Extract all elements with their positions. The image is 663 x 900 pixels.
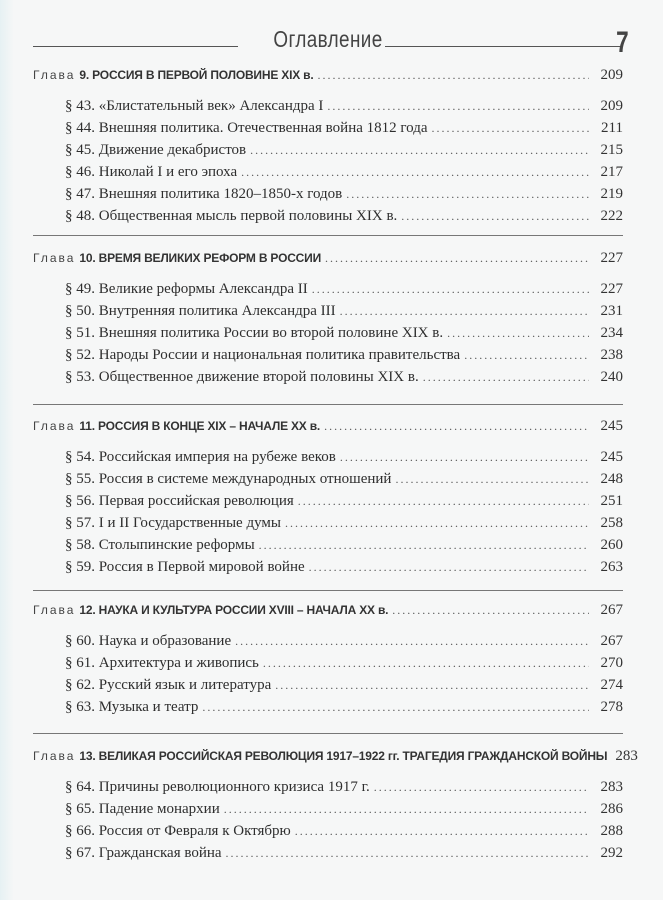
dot-leader	[392, 603, 589, 618]
dot-leader	[374, 780, 589, 795]
section-title: § 62. Русский язык и литература	[65, 677, 272, 693]
section-title: § 54. Российская империя на рубеже веков	[65, 449, 336, 465]
section-entry[interactable]	[33, 823, 623, 845]
section-entry[interactable]	[33, 471, 623, 493]
section-entry[interactable]	[33, 559, 623, 581]
chapter-entry[interactable]	[33, 601, 623, 623]
dot-leader	[325, 251, 589, 266]
dot-leader	[275, 678, 589, 693]
section-entry[interactable]	[33, 164, 623, 186]
dot-leader	[395, 472, 589, 487]
section-title: § 47. Внешняя политика 1820–1850-х годов	[65, 186, 343, 202]
chapter-divider	[33, 590, 623, 591]
dot-leader	[235, 634, 589, 649]
section-title: § 61. Архитектура и живопись	[65, 655, 259, 671]
section-page: 211	[601, 120, 623, 136]
section-page: 270	[600, 655, 623, 671]
section-title: § 67. Гражданская война	[65, 845, 222, 861]
section-title: § 45. Движение декабристов	[65, 142, 247, 158]
chapter-label: Глава	[33, 749, 76, 763]
section-entry[interactable]	[33, 369, 623, 391]
chapter-divider	[33, 733, 623, 734]
chapter-label: Глава	[33, 251, 76, 265]
chapter-entry[interactable]	[33, 249, 623, 271]
dot-leader	[309, 560, 589, 575]
section-entry[interactable]	[33, 186, 623, 208]
dot-leader	[423, 370, 589, 385]
dot-leader	[346, 187, 589, 202]
section-title: § 52. Народы России и национальная политика правительства	[65, 347, 461, 363]
section-entry[interactable]	[33, 699, 623, 721]
section-entry[interactable]	[33, 845, 623, 867]
page-edge	[0, 0, 14, 900]
section-page: 238	[600, 347, 623, 363]
section-page: 292	[600, 845, 623, 861]
section-entry[interactable]	[33, 655, 623, 677]
chapter-title: 12. НАУКА И КУЛЬТУРА РОССИИ XVIII – НАЧАЛА XX в.	[79, 603, 389, 617]
section-title: § 43. «Блистательный век» Александра I	[65, 98, 324, 114]
section-entry[interactable]	[33, 325, 623, 347]
section-page: 222	[600, 208, 623, 224]
section-page: 227	[600, 281, 623, 297]
page-title: Оглавление	[273, 26, 383, 52]
section-page: 215	[600, 142, 623, 158]
section-title: § 49. Великие реформы Александра II	[65, 281, 308, 297]
dot-leader	[250, 143, 589, 158]
section-entry[interactable]	[33, 142, 623, 164]
section-title: § 48. Общественная мысль первой половины XIX в.	[65, 208, 398, 224]
section-title: § 51. Внешняя политика России во второй половине XIX в.	[65, 325, 444, 341]
section-title: § 55. Россия в системе международных отношений	[65, 471, 392, 487]
header-rule-right	[385, 46, 623, 47]
page-number: 7	[616, 26, 629, 59]
dot-leader	[312, 282, 589, 297]
dot-leader	[224, 802, 589, 817]
section-title: § 58. Столыпинские реформы	[65, 537, 255, 553]
section-page: 251	[600, 493, 623, 509]
chapter-group	[33, 747, 638, 867]
section-entry[interactable]	[33, 281, 623, 303]
dot-leader	[340, 304, 589, 319]
section-title: § 44. Внешняя политика. Отечественная война 1812 года	[65, 120, 428, 136]
chapter-page: 245	[600, 418, 623, 434]
page-header	[33, 24, 623, 58]
section-page: 267	[600, 633, 623, 649]
section-page: 274	[600, 677, 623, 693]
section-title: § 59. Россия в Первой мировой войне	[65, 559, 305, 575]
chapter-group	[33, 417, 623, 581]
section-entry[interactable]	[33, 449, 623, 471]
section-title: § 56. Первая российская революция	[65, 493, 294, 509]
chapter-title: 9. РОССИЯ В ПЕРВОЙ ПОЛОВИНЕ XIX в.	[79, 68, 314, 82]
dot-leader	[340, 450, 589, 465]
section-entry[interactable]	[33, 98, 623, 120]
dot-leader	[298, 494, 589, 509]
section-title: § 57. I и II Государственные думы	[65, 515, 281, 531]
section-page: 286	[600, 801, 623, 817]
section-entry[interactable]	[33, 801, 623, 823]
section-title: § 64. Причины революционного кризиса 1917 г.	[65, 779, 370, 795]
section-title: § 63. Музыка и театр	[65, 699, 199, 715]
section-page: 209	[600, 98, 623, 114]
section-page: 217	[600, 164, 623, 180]
section-entry[interactable]	[33, 633, 623, 655]
section-title: § 60. Наука и образование	[65, 633, 232, 649]
section-page: 248	[600, 471, 623, 487]
dot-leader	[327, 99, 589, 114]
section-entry[interactable]	[33, 537, 623, 559]
section-entry[interactable]	[33, 303, 623, 325]
section-title: § 66. Россия от Февраля к Октябрю	[65, 823, 291, 839]
chapter-label: Глава	[33, 68, 76, 82]
chapter-page: 227	[600, 250, 623, 266]
chapter-title: 13. ВЕЛИКАЯ РОССИЙСКАЯ РЕВОЛЮЦИЯ 1917–1922 гг. ТРАГЕДИЯ ГРАЖДАНСКОЙ ВОЙНЫ	[79, 749, 608, 763]
chapter-page: 283	[615, 748, 638, 764]
section-page: 278	[600, 699, 623, 715]
chapter-divider	[33, 404, 623, 405]
chapter-page: 267	[600, 602, 623, 618]
section-title: § 53. Общественное движение второй половины XIX в.	[65, 369, 419, 385]
chapter-title: 10. ВРЕМЯ ВЕЛИКИХ РЕФОРМ В РОССИИ	[79, 251, 321, 265]
section-page: 240	[600, 369, 623, 385]
dot-leader	[285, 516, 589, 531]
section-entry[interactable]	[33, 493, 623, 515]
chapter-title: 11. РОССИЯ В КОНЦЕ XIX – НАЧАЛЕ XX в.	[79, 419, 321, 433]
dot-leader	[432, 121, 589, 136]
section-entry[interactable]	[33, 347, 623, 369]
section-page: 245	[600, 449, 623, 465]
dot-leader	[202, 700, 589, 715]
chapter-group	[33, 601, 623, 721]
section-entry[interactable]	[33, 677, 623, 699]
section-page: 219	[600, 186, 623, 202]
chapter-entry[interactable]	[33, 747, 638, 769]
section-page: 231	[600, 303, 623, 319]
chapter-group	[33, 249, 623, 391]
section-title: § 46. Николай I и его эпоха	[65, 164, 238, 180]
section-page: 258	[600, 515, 623, 531]
section-page: 283	[600, 779, 623, 795]
dot-leader	[295, 824, 589, 839]
dot-leader	[226, 846, 589, 861]
chapter-page: 209	[600, 67, 623, 83]
dot-leader	[259, 538, 589, 553]
section-page: 263	[600, 559, 623, 575]
chapter-label: Глава	[33, 419, 76, 433]
dot-leader	[263, 656, 589, 671]
section-entry[interactable]	[33, 515, 623, 537]
section-page: 234	[600, 325, 623, 341]
section-entry[interactable]	[33, 779, 623, 801]
dot-leader	[324, 419, 589, 434]
section-title: § 50. Внутренняя политика Александра III	[65, 303, 336, 319]
section-page: 288	[600, 823, 623, 839]
chapter-divider	[33, 235, 623, 236]
section-entry[interactable]	[33, 208, 623, 230]
section-title: § 65. Падение монархии	[65, 801, 220, 817]
dot-leader	[317, 68, 589, 83]
dot-leader	[447, 326, 589, 341]
chapter-entry[interactable]	[33, 66, 623, 88]
dot-leader	[241, 165, 589, 180]
chapter-group	[33, 66, 623, 230]
chapter-entry[interactable]	[33, 417, 623, 439]
section-entry[interactable]	[33, 120, 623, 142]
chapter-label: Глава	[33, 603, 76, 617]
section-page: 260	[600, 537, 623, 553]
dot-leader	[401, 209, 589, 224]
dot-leader	[464, 348, 589, 363]
